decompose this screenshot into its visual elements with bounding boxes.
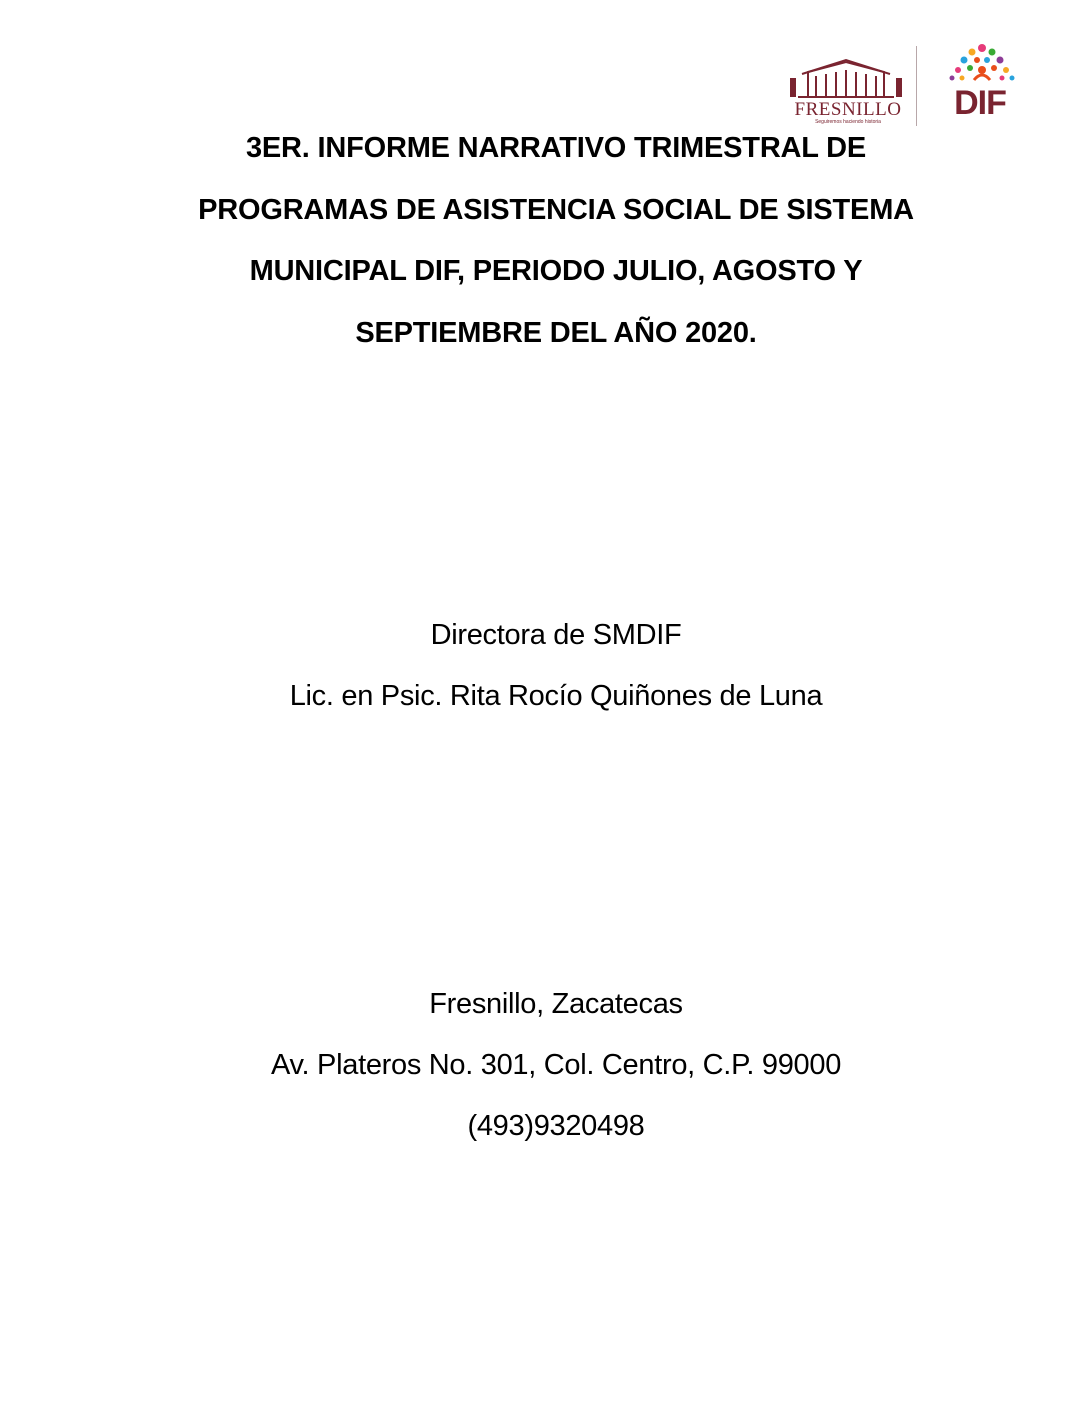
phone-line: (493)9320498 — [467, 1110, 645, 1142]
dif-logo — [932, 40, 1032, 130]
dif-wordmark: DIF — [954, 84, 1006, 122]
address-line: Av. Plateros No. 301, Col. Centro, C.P. 99000 — [270, 1049, 842, 1081]
title-line: 3ER. INFORME NARRATIVO TRIMESTRAL DE — [245, 132, 867, 164]
fresnillo-logo — [780, 52, 910, 124]
title-line: MUNICIPAL DIF, PERIODO JULIO, AGOSTO Y — [249, 255, 863, 287]
fresnillo-slogan: Seguiremos haciendo historia — [815, 119, 881, 125]
fresnillo-wordmark: FRESNILLO — [794, 99, 902, 120]
city-line: Fresnillo, Zacatecas — [429, 988, 683, 1020]
director-name: Lic. en Psic. Rita Rocío Quiñones de Luna — [289, 680, 823, 712]
title-line: SEPTIEMBRE DEL AÑO 2020. — [355, 316, 757, 349]
logo-divider — [916, 46, 917, 126]
director-block — [150, 605, 962, 727]
contact-block — [150, 974, 962, 1157]
title-line: PROGRAMAS DE ASISTENCIA SOCIAL DE SISTEMA — [198, 193, 914, 226]
director-role: Directora de SMDIF — [430, 619, 682, 651]
fresnillo-building-icon — [780, 52, 910, 100]
report-title — [150, 118, 962, 364]
